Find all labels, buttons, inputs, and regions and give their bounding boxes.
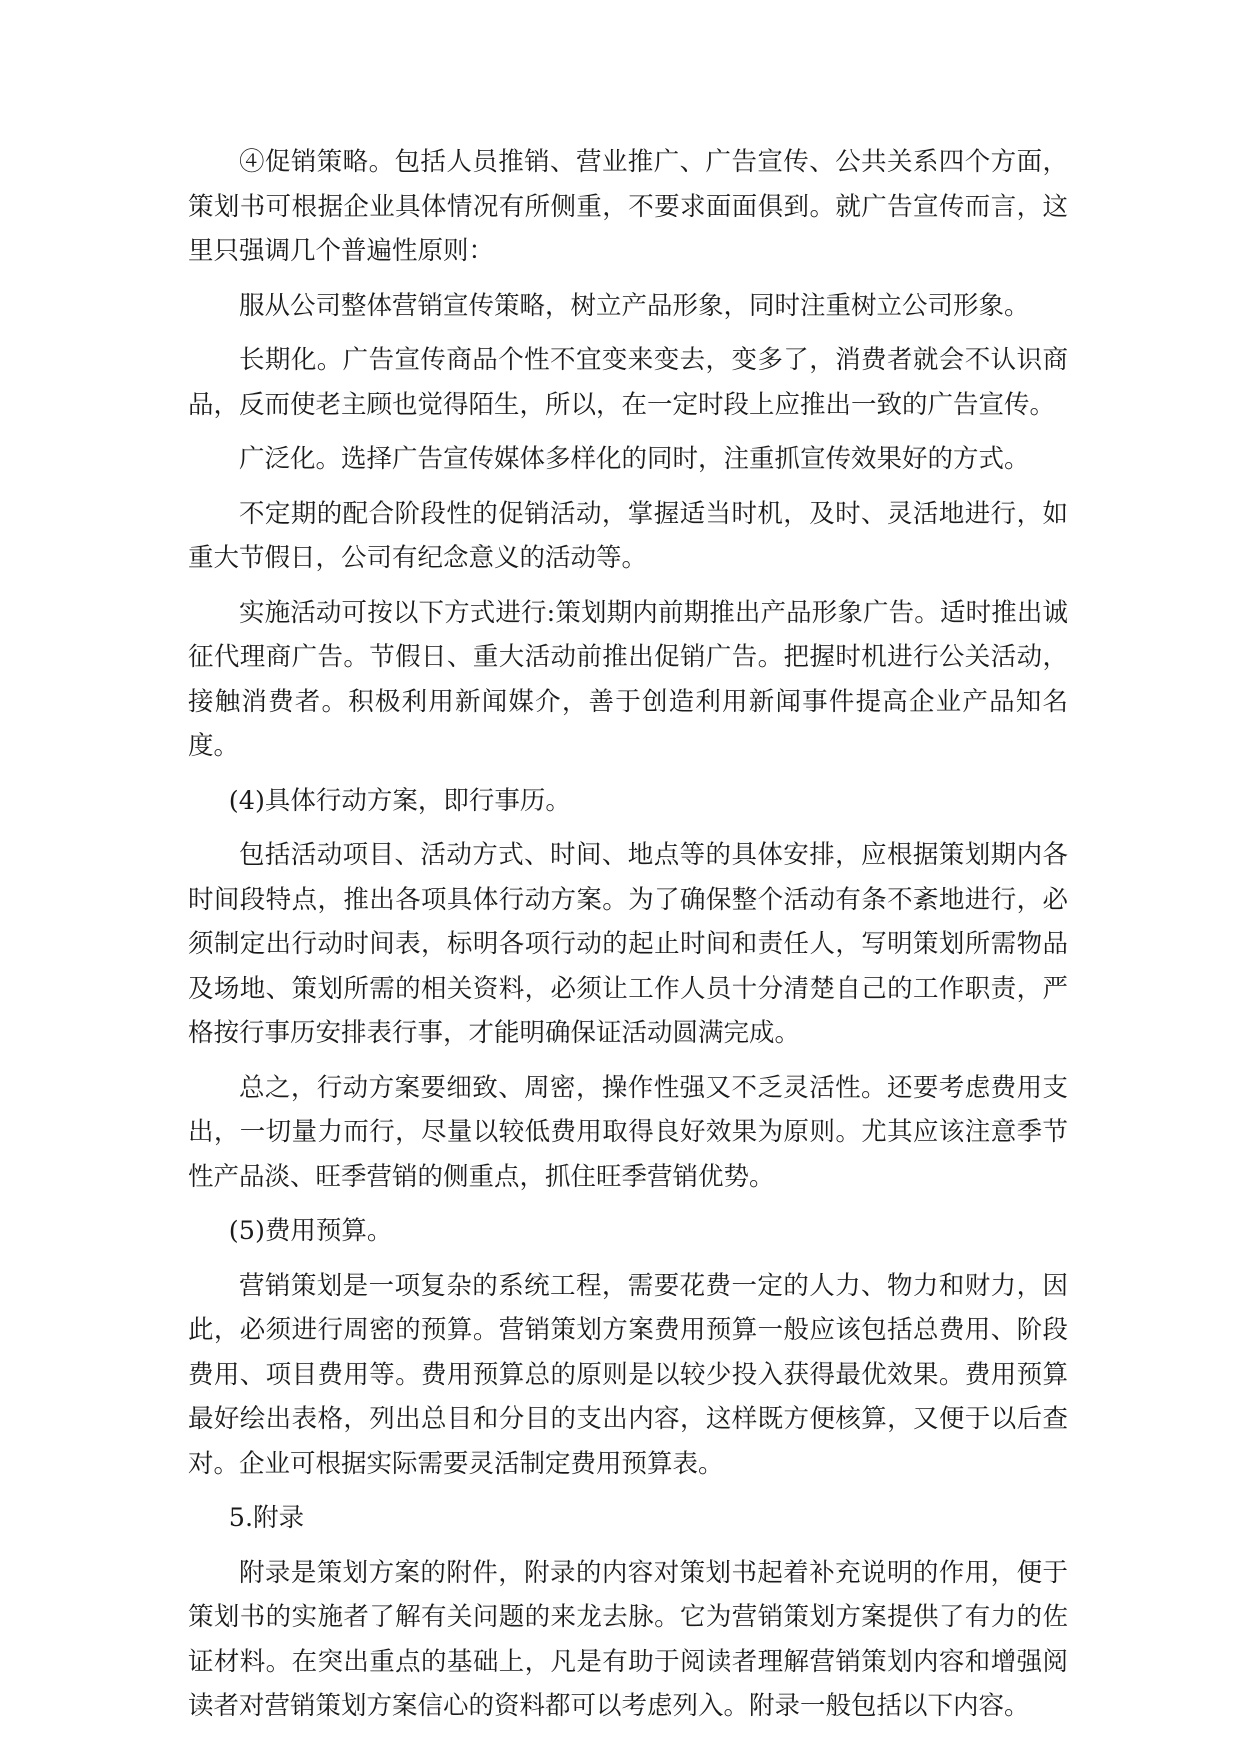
paragraph-long-term: 长期化。广告宣传商品个性不宜变来变去，变多了，消费者就会不认识商品，反而使老主顾也觉得陌生，所以，在一定时段上应推出一致的广告宣传。	[188, 345, 1068, 420]
paragraph-budget-details: 营销策划是一项复杂的系统工程，需要花费一定的人力、物力和财力，因此，必须进行周密的预算。营销策划方案费用预算一般应该包括总费用、阶段费用、项目费用等。费用预算总的原则是以较少投入获得最优效果。费用预算最好绘出表格，列出总目和分目的支出内容，这样既方便核算，又便于以后查对。企业可根据实际需要灵活制定费用预算表。	[188, 1270, 1068, 1479]
paragraph-broad: 广泛化。选择广告宣传媒体多样化的同时，注重抓宣传效果好的方式。	[239, 444, 1030, 474]
paragraph-action-plan-summary: 总之，行动方案要细致、周密，操作性强又不乏灵活性。还要考虑费用支出，一切量力而行，尽量以较低费用取得良好效果为原则。尤其应该注意季节性产品淡、旺季营销的侧重点，抓住旺季营销优势。	[188, 1072, 1068, 1192]
paragraph-company-image: 服从公司整体营销宣传策略，树立产品形象，同时注重树立公司形象。	[239, 290, 1030, 321]
paragraph-action-plan-details: 包括活动项目、活动方式、时间、地点等的具体安排，应根据策划期内各时间段特点，推出各项具体行动方案。为了确保整个活动有条不紊地进行，必须制定出行动时间表，标明各项行动的起止时间和责任人，写明策划所需物品及场地、策划所需的相关资料，必须让工作人员十分清楚自己的工作职责，严格按行事历安排表行事，才能明确保证活动圆满完成。	[188, 840, 1068, 1048]
document-body	[188, 140, 1068, 1739]
paragraph-promotion-strategy: ④促销策略。包括人员推销、营业推广、广告宣传、公共关系四个方面，策划书可根据企业具体情况有所侧重，不要求面面俱到。就广告宣传而言，这里只强调几个普遍性原则：	[188, 147, 1068, 266]
paragraph-irregular-promotion: 不定期的配合阶段性的促销活动，掌握适当时机，及时、灵活地进行，如重大节假日，公司有纪念意义的活动等。	[188, 498, 1068, 573]
paragraph-implementation: 实施活动可按以下方式进行:策划期内前期推出产品形象广告。适时推出诚征代理商广告。节假日、重大活动前推出促销广告。把握时机进行公关活动，接触消费者。积极利用新闻媒介，善于创造利用新闻事件提高企业产品知名度。	[188, 597, 1068, 761]
section-heading-action-plan: (4)具体行动方案，即行事历。	[228, 785, 571, 816]
section-heading-budget: (5)费用预算。	[228, 1216, 393, 1246]
section-heading-appendix: 5.附录	[228, 1503, 305, 1533]
paragraph-appendix-details: 附录是策划方案的附件，附录的内容对策划书起着补充说明的作用，便于策划书的实施者了解有关问题的来龙去脉。它为营销策划方案提供了有力的佐证材料。在突出重点的基础上，凡是有助于阅读者理解营销策划内容和增强阅读者对营销策划方案信心的资料都可以考虑列入。附录一般包括以下内容。	[188, 1557, 1068, 1721]
